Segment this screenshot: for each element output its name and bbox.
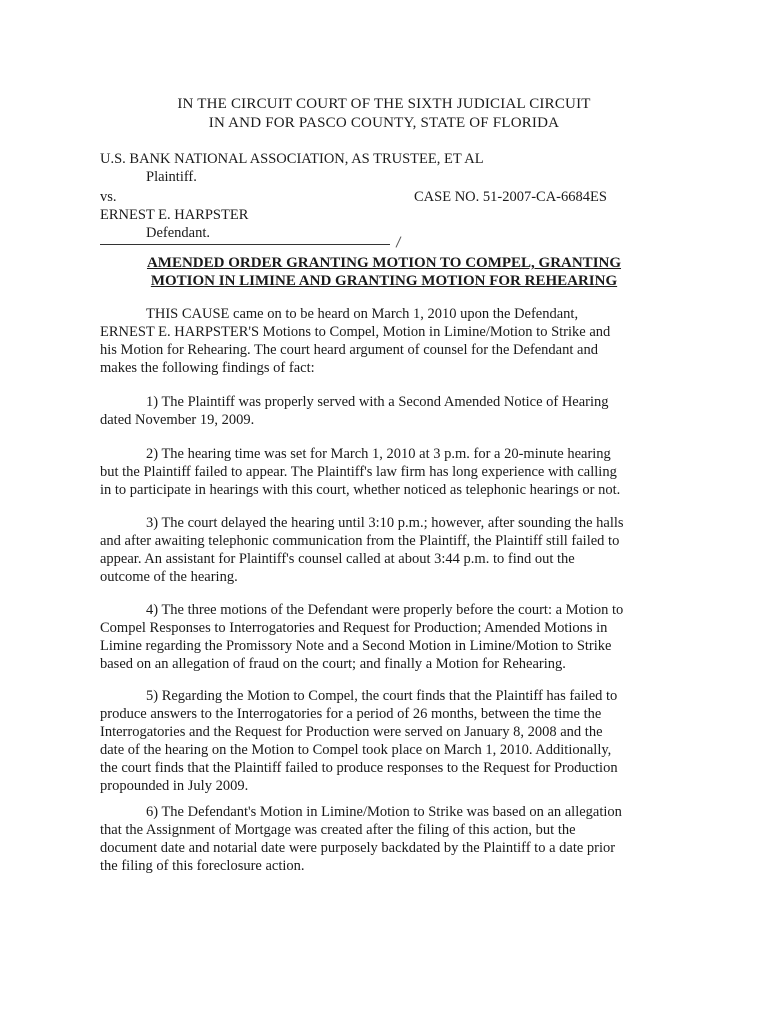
paragraph-line: the court finds that the Plaintiff failed to produce responses to the Request for Production (100, 760, 618, 776)
finding-3 (100, 514, 660, 586)
paragraph-line: produce answers to the Interrogatories for a period of 26 months, between the time the (100, 706, 602, 722)
paragraph-line: dated November 19, 2009. (100, 412, 255, 428)
paragraph-line: date of the hearing on the Motion to Compel took place on March 1, 2010. Additionally, (100, 742, 612, 758)
finding-2 (100, 445, 660, 499)
paragraph-line: ERNEST E. HARPSTER'S Motions to Compel, Motion in Limine/Motion to Strike and (100, 324, 611, 340)
case-number: CASE NO. 51-2007-CA-6684ES (414, 189, 607, 205)
paragraph-line: that the Assignment of Mortgage was created after the filing of this action, but the (100, 822, 576, 838)
court-heading-line1: IN THE CIRCUIT COURT OF THE SIXTH JUDICIAL CIRCUIT (177, 96, 591, 112)
versus-label: vs. (100, 189, 117, 205)
caption-divider (100, 244, 390, 245)
paragraph-line: makes the following findings of fact: (100, 360, 315, 376)
paragraph-line: Interrogatories and the Request for Production were served on January 8, 2008 and the (100, 724, 603, 740)
finding-1 (100, 393, 660, 429)
paragraph-line: the filing of this foreclosure action. (100, 858, 305, 874)
paragraph-line: appear. An assistant for Plaintiff's counsel called at about 3:44 p.m. to find out the (100, 551, 575, 567)
paragraph-line: and after awaiting telephonic communication from the Plaintiff, the Plaintiff still failed to (100, 533, 620, 549)
stray-mark (396, 236, 402, 247)
paragraph-line: but the Plaintiff failed to appear. The Plaintiff's law firm has long experience with calling (100, 464, 617, 480)
paragraph-intro (100, 305, 660, 377)
finding-4 (100, 601, 660, 673)
paragraph-line: based on an allegation of fraud on the court; and finally a Motion for Rehearing. (100, 656, 566, 672)
court-heading-line2: IN AND FOR PASCO COUNTY, STATE OF FLORIDA (208, 115, 560, 131)
paragraph-line: 2) The hearing time was set for March 1, 2010 at 3 p.m. for a 20-minute hearing (146, 446, 611, 462)
paragraph-line: 6) The Defendant's Motion in Limine/Motion to Strike was based on an allegation (146, 804, 622, 820)
plaintiff-name: U.S. BANK NATIONAL ASSOCIATION, AS TRUSTEE, ET AL (100, 151, 484, 167)
paragraph-line: document date and notarial date were purposely backdated by the Plaintiff to a date prior (100, 840, 616, 856)
paragraph-line: his Motion for Rehearing. The court heard argument of counsel for the Defendant and (100, 342, 598, 358)
paragraph-line: THIS CAUSE came on to be heard on March 1, 2010 upon the Defendant, (146, 306, 579, 322)
defendant-name: ERNEST E. HARPSTER (100, 207, 249, 223)
paragraph-line: propounded in July 2009. (100, 778, 249, 794)
paragraph-line: outcome of the hearing. (100, 569, 238, 585)
paragraph-line: Compel Responses to Interrogatories and Request for Production; Amended Motions in (100, 620, 608, 636)
defendant-label: Defendant. (146, 225, 211, 241)
paragraph-line: 3) The court delayed the hearing until 3:10 p.m.; however, after sounding the halls (146, 515, 624, 531)
paragraph-line: 1) The Plaintiff was properly served with a Second Amended Notice of Hearing (146, 394, 609, 410)
paragraph-line: Limine regarding the Promissory Note and a Second Motion in Limine/Motion to Strike (100, 638, 612, 654)
finding-5 (100, 687, 660, 795)
plaintiff-label: Plaintiff. (146, 169, 197, 185)
paragraph-line: 5) Regarding the Motion to Compel, the court finds that the Plaintiff has failed to (146, 688, 618, 704)
paragraph-line: 4) The three motions of the Defendant were properly before the court: a Motion to (146, 602, 624, 618)
finding-6 (100, 803, 660, 875)
paragraph-line: in to participate in hearings with this court, whether noticed as telephonic hearings or not. (100, 482, 621, 498)
order-title-line2: MOTION IN LIMINE AND GRANTING MOTION FOR REHEARING (150, 273, 618, 289)
order-title-line1: AMENDED ORDER GRANTING MOTION TO COMPEL, GRANTING (146, 255, 622, 271)
